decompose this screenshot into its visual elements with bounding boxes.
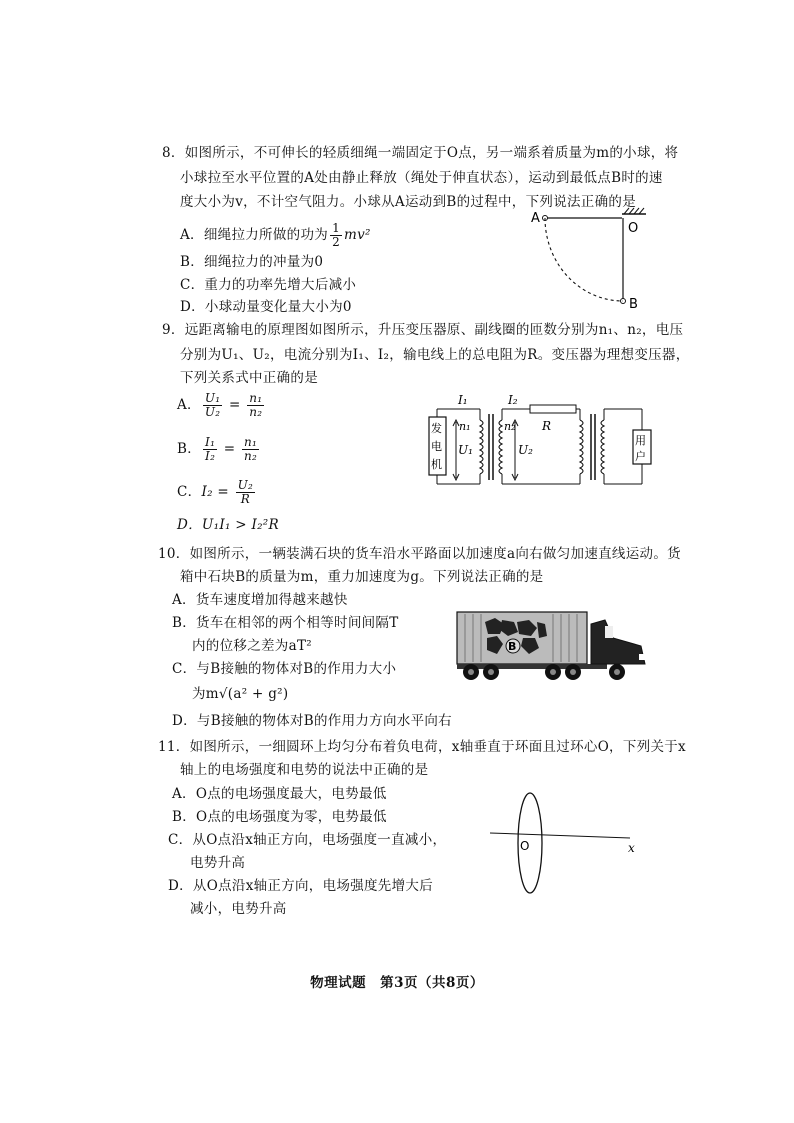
q11-stem-1: 11．如图所示，一细圆环上均匀分布着负电荷，x轴垂直于环面且过环心O，下列关于x [158,739,686,755]
q9-stem-1: 9．远距离输电的原理图如图所示，升压变压器原、副线圈的匝数分别为n₁、n₂，电压 [162,322,684,338]
q8-stem-3: 度大小为v，不计空气阻力。小球从A运动到B的过程中，下列说法正确的是 [180,194,636,210]
q9-user-char-2: 户 [635,450,646,463]
q9-stem-2: 分别为U₁、U₂，电流分别为I₁、I₂，输电线上的总电阻为R。变压器为理想变压器， [180,347,690,363]
q10-label-b: B [508,640,517,653]
q9-gen-char-3: 机 [431,458,442,471]
q8-label-b: B [629,297,638,310]
q10-option-a: A．货车速度增加得越来越快 [172,592,348,608]
q9-label-i2: I₂ [508,393,518,407]
q9-label-i1: I₁ [458,393,468,407]
q8-option-a-text: A．细绳拉力所做的功为 [180,227,329,243]
q9-gen-char-1: 发 [431,422,442,435]
q9-label-u1: U₁ [458,443,473,457]
q11-label-o: O [520,839,530,853]
q11-option-d-2: 减小，电势升高 [190,901,287,917]
q9-option-d: D．U₁I₁ > I₂²R [177,517,279,533]
q8-pendulum-figure [525,204,655,310]
q8-option-a-expr: mv² [344,227,371,243]
q10-truck-figure [455,608,650,686]
q11-ring-figure [486,790,646,900]
q9-label-u2: U₂ [518,443,533,457]
q10-stem-1: 10．如图所示，一辆装满石块的货车沿水平路面以加速度a向右做匀加速直线运动。货 [158,546,681,562]
q9-option-a: A． $\frac{\text{U₁}}{\text{U₂}}$ = $\frac{\text{n₁}}{\text{n₂}}$ [177,391,263,419]
q9-label-r: R [542,419,552,433]
q11-label-x: x [628,841,635,855]
q8-stem-1: 8．如图所示，不可伸长的轻质细绳一端固定于O点，另一端系着质量为m的小球，将 [162,145,679,161]
q8-option-b: B．细绳拉力的冲量为0 [180,254,324,270]
q10-option-b-2: 内的位移之差为aT² [192,638,312,654]
q10-option-c-1: C．与B接触的物体对B的作用力大小 [172,661,397,677]
q11-option-c-2: 电势升高 [190,855,246,871]
q8-option-c: C．重力的功率先增大后减小 [180,277,357,293]
q8-stem-2: 小球拉至水平位置的A处由静止释放（绳处于伸直状态），运动到最低点B时的速 [180,170,663,186]
q8-label-a: A [531,211,540,226]
q9-stem-3: 下列关系式中正确的是 [180,370,318,386]
q8-option-a-frac: $\frac{1}{2}$ [332,221,340,249]
q9-option-c: C．I₂ = $\frac{\text{U₂}}{R}$ [177,478,254,506]
q11-stem-2: 轴上的电场强度和电势的说法中正确的是 [180,762,429,778]
q9-label-n2: n₂ [504,420,516,433]
q8-option-a [180,222,371,249]
q10-option-c-2: 为m√(a² + g²) [192,686,289,702]
page-footer: 物理试题 第3页（共8页） [310,975,484,991]
q9-gen-char-2: 电 [431,440,442,453]
q11-option-c-1: C．从O点沿x轴正方向，电场强度一直减小， [168,832,447,848]
q9-transmission-figure [420,392,660,492]
q9-option-b: B． $\frac{\text{I₁}}{\text{I₂}}$ = $\frac{\text{n₁}}{\text{n₂}}$ [177,435,258,463]
q11-option-b: B．O点的电场强度为零，电势最低 [172,809,387,825]
q8-label-o: O [628,221,639,236]
q11-option-a: A．O点的电场强度最大，电势最低 [172,786,387,802]
q11-option-d-1: D．从O点沿x轴正方向，电场强度先增大后 [168,878,434,894]
q10-option-d: D．与B接触的物体对B的作用力方向水平向右 [172,713,452,729]
q9-label-n1: n₁ [459,420,471,433]
q8-option-d: D．小球动量变化量大小为0 [180,299,352,315]
q10-option-b-1: B．货车在相邻的两个相等时间间隔T [172,615,399,631]
q10-stem-2: 箱中石块B的质量为m，重力加速度为g。下列说法正确的是 [180,569,544,585]
q9-user-char-1: 用 [635,434,646,447]
